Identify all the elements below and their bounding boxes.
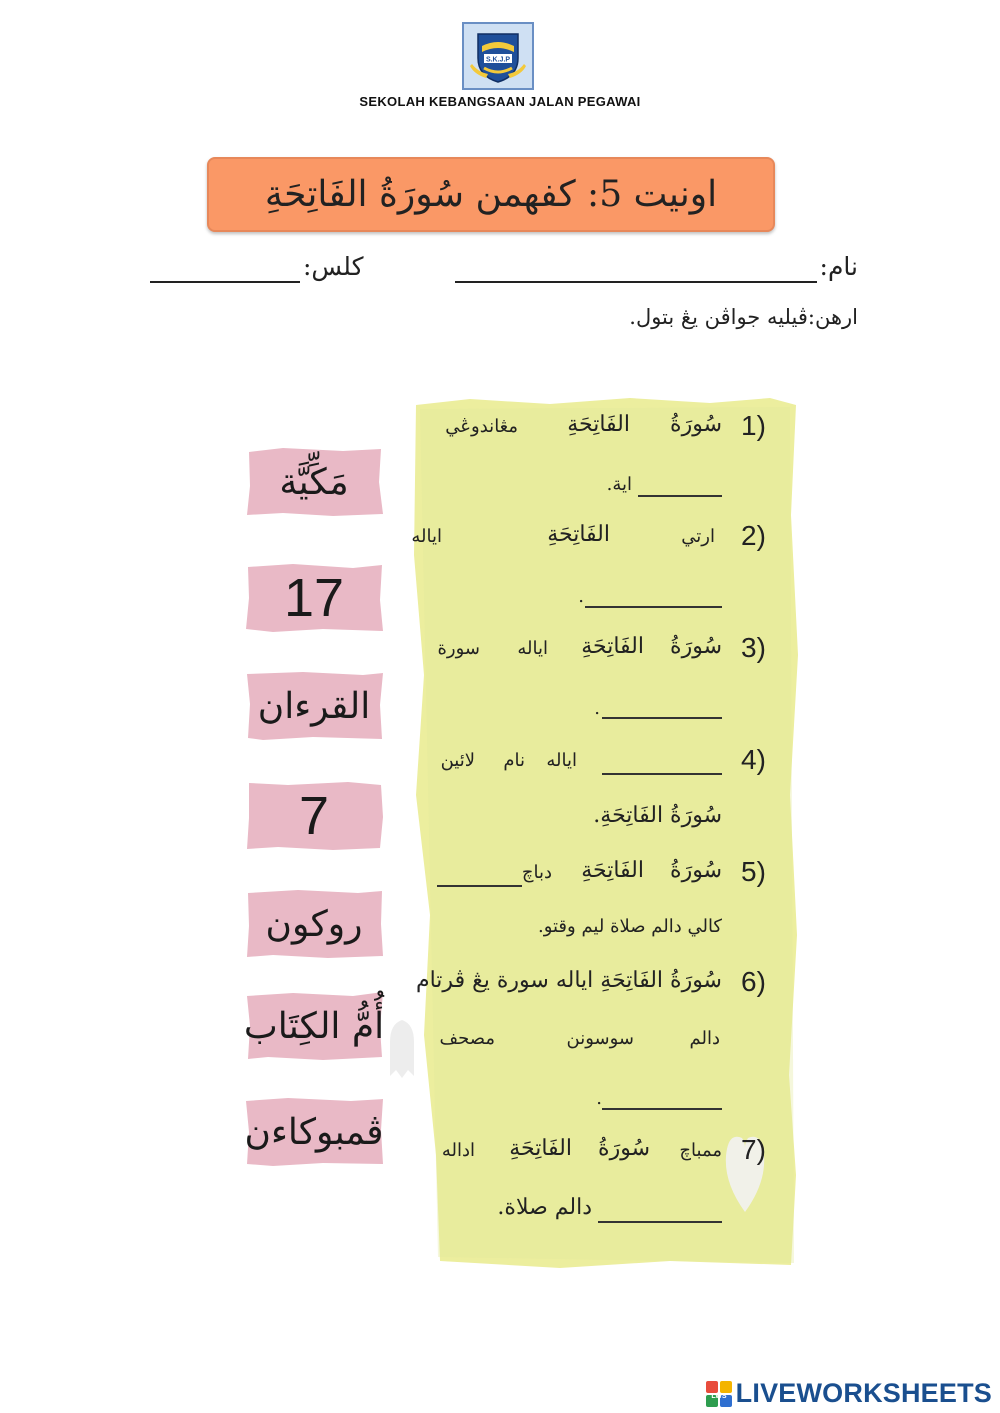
question-2-text: .: [578, 586, 584, 607]
answer-card-quran[interactable]: [243, 670, 385, 742]
answer-card-ummul-kitab[interactable]: [243, 990, 385, 1062]
question-6-blank[interactable]: [602, 1108, 722, 1110]
question-3-text: .: [594, 698, 600, 719]
footer-brand-text: LIVEWORKSHEETS: [735, 1378, 992, 1408]
question-7-blank[interactable]: [598, 1221, 722, 1223]
answer-card-text: روكون: [265, 903, 363, 945]
liveworksheets-logo-icon: [706, 1381, 732, 1407]
ghost-decoration: [388, 1018, 416, 1080]
question-5-word: دباچ: [521, 862, 552, 883]
question-6-word: مصحف: [439, 1028, 495, 1049]
question-2-word: ارتي: [681, 526, 715, 547]
question-1-word: الفَاتِحَةِ: [567, 412, 630, 437]
question-1-blank[interactable]: [638, 495, 722, 497]
answer-card-text: القرءان: [257, 685, 371, 727]
question-4-number: 4): [741, 744, 766, 775]
class-field[interactable]: [150, 281, 300, 283]
name-label: نام:: [819, 252, 858, 281]
question-3-number: 3): [741, 632, 766, 663]
title-banner: [207, 157, 775, 232]
question-3-word: سُورَةُ: [670, 634, 722, 659]
answer-card-text: أُمُّ الكِتَاب: [243, 1005, 385, 1047]
question-6-number: 6): [741, 966, 766, 997]
question-1-number: 1): [741, 410, 766, 441]
class-label: كلس:: [303, 252, 364, 281]
question-6-word: سوسونن: [566, 1028, 634, 1049]
question-5-word: سُورَةُ: [670, 858, 722, 883]
crest-icon: [464, 24, 532, 88]
question-1-word: مڠاندوڠي: [445, 416, 518, 437]
question-2-word: اياله: [411, 526, 442, 547]
question-5-number: 5): [741, 856, 766, 887]
question-7-word: ممباچ: [679, 1140, 722, 1161]
question-5-text: كالي دالم صلاة ليم وقتو.: [537, 916, 722, 937]
school-name: SEKOLAH KEBANGSAAN JALAN PEGAWAI: [359, 94, 641, 109]
question-2-word: الفَاتِحَةِ: [547, 522, 610, 547]
question-3-blank[interactable]: [602, 717, 722, 719]
answer-card-17[interactable]: [243, 562, 385, 634]
question-6-text: سُورَةُ الفَاتِحَةِ اياله سورة يڠ ڤرتام: [415, 968, 722, 993]
answer-card-rukun[interactable]: [243, 888, 385, 960]
answer-card-text: ڤمبوكاءن: [244, 1111, 384, 1153]
question-2-number: 2): [741, 520, 766, 551]
question-4-word: اياله: [546, 750, 577, 771]
svg-text:LWS: LWS: [711, 1392, 727, 1400]
instruction-text: ارهن:ڤيليه جواڤن يڠ بتول.: [629, 305, 858, 329]
question-5-blank[interactable]: [437, 885, 522, 887]
question-7-number: 7): [741, 1134, 766, 1165]
answer-card-makkiyyah[interactable]: [243, 446, 385, 518]
answer-card-7[interactable]: [243, 780, 385, 852]
answer-card-pembukaan[interactable]: [243, 1096, 385, 1168]
answer-card-text: مَكِّيَّة: [279, 461, 349, 503]
question-2-blank[interactable]: [585, 606, 722, 608]
svg-text:S.K.J.P: S.K.J.P: [485, 56, 511, 64]
question-6-word: دالم: [689, 1028, 720, 1049]
question-4-word: لائين: [440, 750, 475, 771]
question-1-word: سُورَةُ: [670, 412, 722, 437]
question-4-blank[interactable]: [602, 773, 722, 775]
name-field[interactable]: [455, 281, 817, 283]
question-7-word: الفَاتِحَةِ: [509, 1136, 572, 1161]
question-7-text: دالم صلاة.: [497, 1195, 592, 1220]
question-3-word: سورة: [437, 638, 480, 659]
answer-card-text: 7: [298, 786, 330, 846]
question-4-word: نام: [503, 750, 525, 771]
answer-card-text: 17: [283, 568, 345, 628]
question-6-text: .: [596, 1088, 602, 1109]
question-3-word: الفَاتِحَةِ: [581, 634, 644, 659]
question-3-word: اياله: [517, 638, 548, 659]
footer-brand[interactable]: [706, 1378, 992, 1409]
question-1-text: اية.: [606, 474, 632, 495]
page-title: اونيت 5: كفهمن سُورَةُ الفَاتِحَةِ: [264, 174, 718, 215]
question-5-word: الفَاتِحَةِ: [581, 858, 644, 883]
school-logo: [462, 22, 534, 90]
question-4-text: سُورَةُ الفَاتِحَةِ.: [593, 803, 722, 828]
question-7-word: سُورَةُ: [598, 1136, 650, 1161]
question-7-word: اداله: [441, 1140, 475, 1161]
